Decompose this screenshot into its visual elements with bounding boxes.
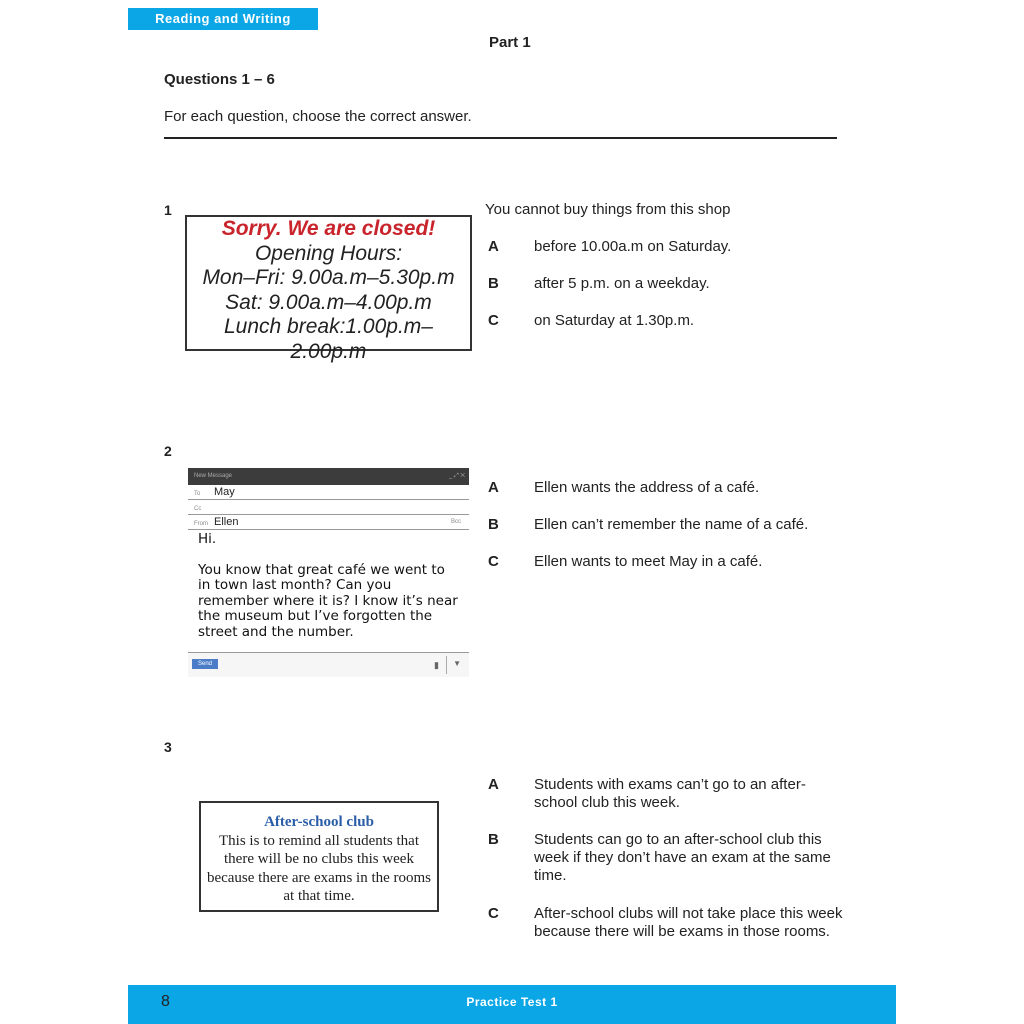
- to-label: To: [194, 491, 201, 497]
- cc-label: Cc: [194, 506, 202, 512]
- questions-heading: Questions 1 – 6: [164, 71, 275, 88]
- page-number: 8: [161, 993, 170, 1010]
- option-text[interactable]: Ellen can’t remember the name of a café.: [534, 516, 809, 533]
- footer-bar: [128, 985, 896, 1024]
- option-text[interactable]: Ellen wants to meet May in a café.: [534, 553, 763, 570]
- to-row: [188, 485, 469, 500]
- email-window: [188, 468, 469, 677]
- option-text[interactable]: after 5 p.m. on a weekday.: [534, 275, 710, 292]
- option-text[interactable]: After-school clubs will not take place this week because there will be exams in those rooms.: [534, 905, 843, 940]
- bcc-label: Bcc: [450, 519, 461, 525]
- sign-line: Sat: 9.00a.m–4.00p.m: [225, 290, 432, 314]
- option-letter[interactable]: C: [488, 312, 499, 329]
- part-title: Part 1: [489, 34, 531, 51]
- trash-icon: ▮: [434, 660, 439, 670]
- to-value: May: [214, 486, 235, 498]
- footer-title: Practice Test 1: [466, 995, 558, 1009]
- cc-row: [188, 500, 469, 515]
- sign-title: Sorry. We are closed!: [221, 217, 436, 240]
- instruction: For each question, choose the correct answer.: [164, 108, 472, 125]
- sign-line: Lunch break:1.00p.m–2.00p.m: [224, 315, 433, 363]
- option-text[interactable]: on Saturday at 1.30p.m.: [534, 312, 695, 329]
- from-label: From: [194, 521, 208, 527]
- question-number: 3: [164, 739, 172, 755]
- divider: [164, 137, 837, 139]
- from-value: Ellen: [214, 516, 239, 528]
- notice-title: After-school club: [264, 814, 374, 830]
- notice-body: This is to remind all students that there will be no clubs this week because there are exams in the rooms at that time.: [206, 832, 432, 904]
- club-notice: [199, 801, 439, 912]
- option-letter[interactable]: B: [488, 516, 499, 533]
- divider: [446, 656, 447, 674]
- send-button: Send: [192, 659, 218, 669]
- option-letter[interactable]: A: [488, 479, 499, 496]
- option-text[interactable]: Students can go to an after-school club this week if they don’t have an exam at the same time.: [534, 831, 831, 884]
- option-letter[interactable]: C: [488, 905, 499, 922]
- option-letter[interactable]: B: [488, 275, 499, 292]
- section-banner: Reading and Writing: [128, 8, 318, 30]
- email-body: You know that great café we went to in town last month? Can you remember where it is? I know it’s near the museum but I’ve forgotten the street and the number.: [198, 561, 458, 640]
- chevron-down-icon: ▼: [453, 659, 461, 668]
- option-letter[interactable]: B: [488, 831, 499, 848]
- from-row: [188, 515, 469, 530]
- question-number: 1: [164, 202, 172, 218]
- option-text[interactable]: Ellen wants the address of a café.: [534, 479, 760, 496]
- question-number: 2: [164, 443, 172, 459]
- window-controls-icon: _ ⤢ ✕: [448, 473, 465, 479]
- option-letter[interactable]: A: [488, 238, 499, 255]
- sign-line: Opening Hours:: [254, 241, 403, 265]
- email-greeting: Hi.: [198, 531, 217, 547]
- closed-sign: [185, 215, 472, 363]
- email-title: New Message: [194, 473, 233, 479]
- option-text[interactable]: Students with exams can’t go to an after-school club this week.: [534, 776, 806, 811]
- email-titlebar: [188, 468, 469, 485]
- option-text[interactable]: before 10.00a.m on Saturday.: [534, 238, 732, 255]
- question-stem: You cannot buy things from this shop: [485, 201, 731, 218]
- option-letter[interactable]: C: [488, 553, 499, 570]
- sign-line: Mon–Fri: 9.00a.m–5.30p.m: [202, 266, 455, 289]
- email-footer: [188, 652, 469, 677]
- option-letter[interactable]: A: [488, 776, 499, 793]
